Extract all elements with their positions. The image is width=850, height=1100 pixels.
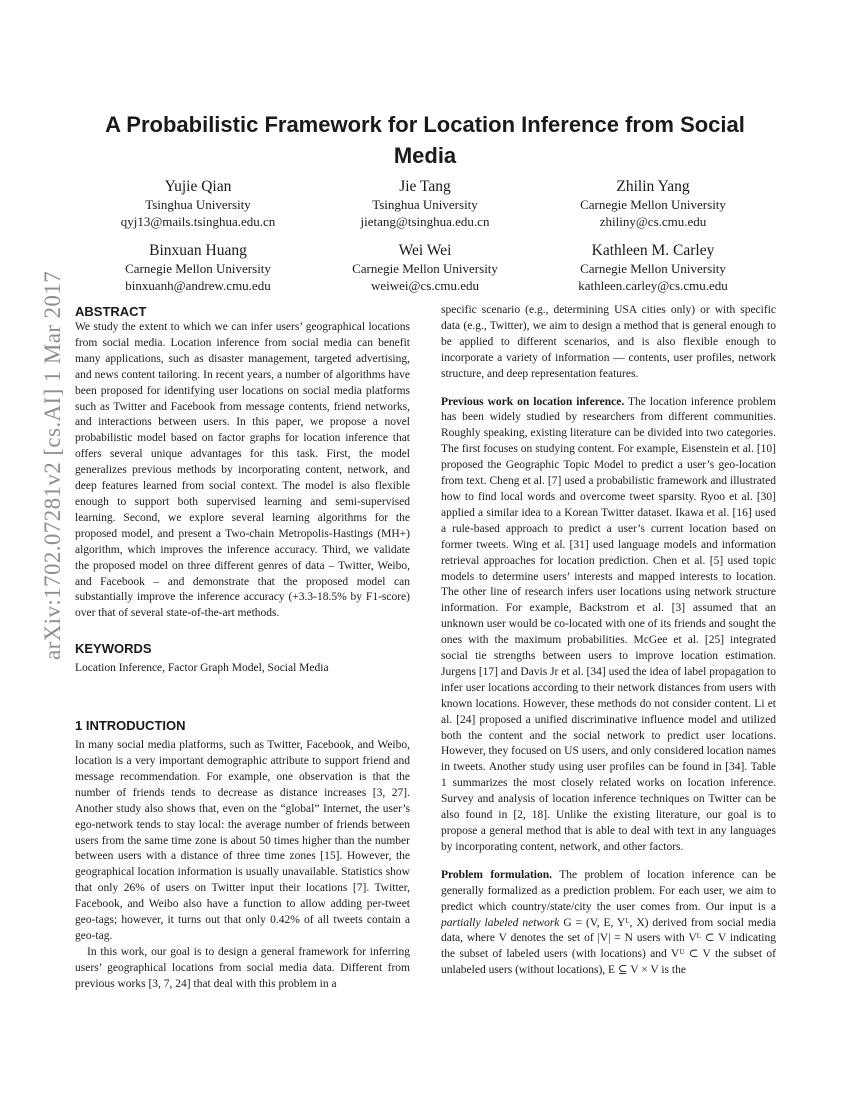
author-block bbox=[78, 176, 318, 230]
author-block bbox=[305, 176, 545, 230]
previous-work-paragraph bbox=[441, 395, 776, 856]
author-affiliation: Carnegie Mellon University bbox=[125, 261, 271, 276]
author-block bbox=[533, 240, 773, 294]
right-column bbox=[441, 303, 776, 979]
author-affiliation: Carnegie Mellon University bbox=[580, 197, 726, 212]
author-block bbox=[305, 240, 545, 294]
author-name: Jie Tang bbox=[399, 178, 451, 195]
paper-title: A Probabilistic Framework for Location Inference from Social Media bbox=[105, 112, 745, 168]
abstract-heading: ABSTRACT bbox=[75, 304, 147, 319]
author-name: Zhilin Yang bbox=[616, 178, 690, 195]
author-name: Kathleen M. Carley bbox=[591, 242, 715, 259]
introduction-paragraph: In many social media platforms, such as Twitter, Facebook, and Weibo, location is a very important demographic attribute to support friend and message recommendation. For example, one observation is that the number of friends tends to decrease as distance increases [3, 27]. Another study also shows that, even on the “global” Internet, the user’s ego-network tends to stay local: the average number of friends between users from the same time zone is about 50 times higher than the number between users with a distance of three time zones [15]. However, the geographical location information is usually unavailable. Statistics show that only 26% of users on Twitter input their locations [7]. Twitter, Facebook, and Weibo also have a function to allow adding per-tweet geo-tags; however, it turns out that only 0.42% of all tweets contain a geo-tag. bbox=[75, 739, 410, 942]
keywords-heading: KEYWORDS bbox=[75, 641, 152, 657]
introduction-heading: 1 INTRODUCTION bbox=[75, 718, 186, 734]
keywords-text: Location Inference, Factor Graph Model, Social Media bbox=[75, 662, 329, 675]
problem-formulation-heading: Problem formulation. bbox=[441, 868, 552, 881]
author-email: binxuanh@andrew.cmu.edu bbox=[125, 277, 271, 293]
introduction-paragraph: In this work, our goal is to design a general framework for inferring users’ geographical locations from social media data. Different from previous works [3, 7, 24] that deal with this problem in a bbox=[75, 945, 410, 990]
author-name: Binxuan Huang bbox=[149, 242, 247, 259]
problem-formulation-italic: partially labeled network bbox=[441, 916, 560, 929]
left-column bbox=[75, 303, 410, 993]
author-name: Wei Wei bbox=[398, 242, 452, 259]
problem-formulation-paragraph bbox=[441, 868, 776, 979]
author-affiliation: Tsinghua University bbox=[145, 197, 251, 212]
continuation-paragraph: specific scenario (e.g., determining USA cities only) or with specific data (e.g., Twitter), we aim to design a method that is general enough to be applied to different scenarios, and is also flexible enough to incorporate a variety of information — contents, user profiles, network structure, and deep representation features. bbox=[441, 304, 776, 380]
author-affiliation: Carnegie Mellon University bbox=[580, 261, 726, 276]
author-name: Yujie Qian bbox=[164, 178, 232, 195]
author-email: zhiliny@cs.cmu.edu bbox=[599, 213, 707, 229]
problem-formulation-text: The problem of location inference can be generally formalized as a prediction problem. For each user, we aim to predict which country/state/city the user comes from. Our input is a bbox=[441, 868, 776, 913]
author-affiliation: Carnegie Mellon University bbox=[352, 261, 498, 276]
previous-work-heading: Previous work on location inference. bbox=[441, 395, 625, 408]
author-email: weiwei@cs.cmu.edu bbox=[371, 277, 479, 293]
arxiv-identifier: arXiv:1702.07281v2 [cs.AI] 1 Mar 2017 bbox=[40, 270, 65, 660]
author-email: qyj13@mails.tsinghua.edu.cn bbox=[120, 213, 276, 229]
previous-work-text: The location inference problem has been widely studied by researchers from different communities. Roughly speaking, existing literature can be divided into two categories. The first focuses on studying content. For example, Eisenstein et al. [10] proposed the Geographic Topic Model to predict a user’s geo-location from text. Cheng et al. [7] used a probabilistic framework and illustrated how to find local words and overcome tweet sparsity. Ryoo et al. [30] applied a similar idea to a Korean Twitter dataset. Ikawa et al. [16] used a rule-based approach to predict a user’s current location based on former tweets. Wing et al. [31] used language models and information retrieval approaches for location prediction. Chen et al. [5] used topic models to determine users’ interests and mapped interests to location. The other line of research infers user locations using network structure information. For example, Backstrom et al. [3] assumed that an unknown user would be co-located with one of its friends and sought the ones with the maximum probabilities. McGee et al. [25] integrated social tie strengths between users to improve location estimation. Jurgens [17] and Davis Jr et al. [34] used the idea of label propagation to infer user locations according to their network distances from users with known locations. However, these methods do not consider content. Li et al. [24] proposed a unified discriminative influence model and utilized both the content and the social network to predict user locations. However, they focused on US users, and only considered location names in tweets. Another study using user profiles can be found in [34]. Table 1 summarizes the most closely related works on location inference. Survey and analysis of location inference techniques on Twitter can be also found in [2, 18]. Unlike the existing literature, our goal is to propose a general method that is able to deal with text in any languages by incorporating content, network, and other factors. bbox=[441, 395, 776, 853]
author-block bbox=[533, 176, 773, 230]
problem-formulation-text: G = (V, E, Yᴸ, X) derived from social media data, where V denotes the set of |V| = N users with Vᴸ ⊂ V indicating the subset of labeled users (with locations) and Vᵁ ⊂ V the subset of unlabeled users (without locations), E ⊆ V × V is the bbox=[441, 916, 776, 977]
author-block bbox=[78, 240, 318, 294]
author-affiliation: Tsinghua University bbox=[372, 197, 478, 212]
author-email: kathleen.carley@cs.cmu.edu bbox=[578, 277, 728, 293]
author-email: jietang@tsinghua.edu.cn bbox=[360, 213, 490, 229]
abstract-text: We study the extent to which we can infer users’ geographical locations from social media. Location inference from social media can benefit many applications, such as disaster management, targeted advertising, and news content tailoring. In recent years, a number of algorithms have been proposed for identifying user locations on social media platforms such as Twitter and Facebook from message contents, friend networks, and interactions between users. In this paper, we propose a novel probabilistic model based on factor graphs for location inference that offers several unique advantages for this task. First, the model generalizes previous methods by incorporating content, network, and deep features learned from social context. The model is also flexible enough to support both supervised learning and semi-supervised learning. Second, we explore several learning algorithms for the proposed model, and present a Two-chain Metropolis-Hastings (MH+) algorithm, which improves the inference accuracy. Third, we validate the proposed model on three different genres of data – Twitter, Weibo, and Facebook – and demonstrate that the proposed model can substantially improve the inference accuracy (+3.3-18.5% by F1-score) over that of several state-of-the-art methods. bbox=[75, 321, 410, 620]
